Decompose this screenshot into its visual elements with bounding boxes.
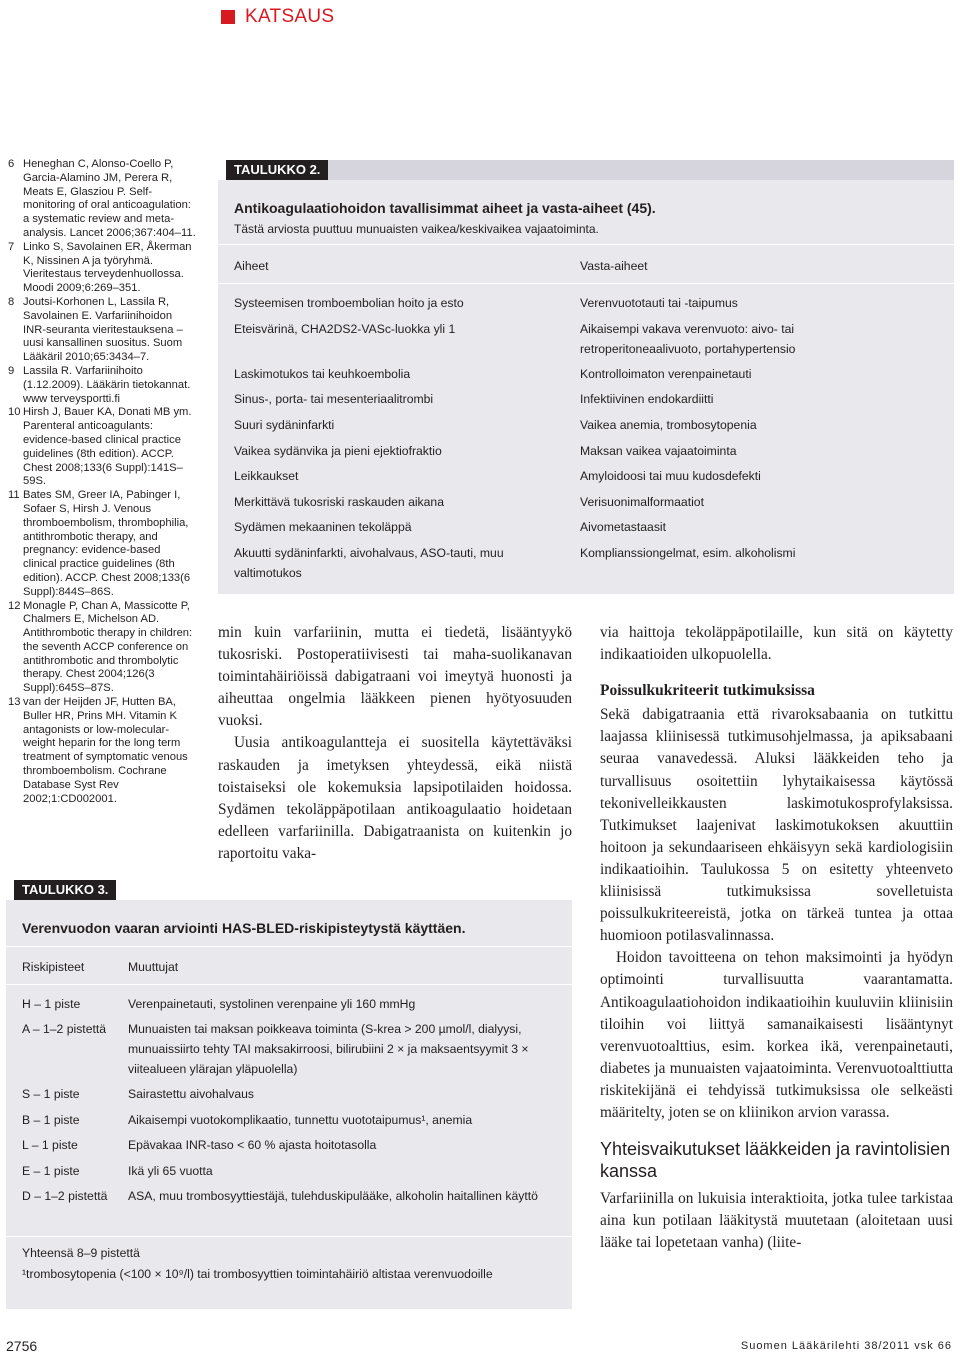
journal-name: Suomen Lääkärilehti 38/2011 vsk 66 [740, 1340, 952, 1352]
middle-paragraph-2: Uusia antikoagulantteja ei suositella käytettäväksi raskauden ja imetyksen yhteydessä, eikä niistä toistaiseksi ole kokemuksia lapsipotilaiden hoidossa. Sydämen tekoläppäpotilaan antikoagulaatio hoidetaan edelleen varfariinilla. Dabigatraanista on kuitenkin jo raportoitu vaka- [218, 734, 572, 862]
reference-number: 7 [8, 240, 15, 253]
right-paragraph-2: Hoidon tavoitteena on tehon maksimointi ja hyödyn optimointi turvallisuutta vaarantamatta. Antikoagulaatiohoidon indikaatioihin kuuluviin kliinisiin tiloihin voi liittyä samanaikaisesti lisääntynyt verenvuotoalttius, esim. korkea ikä, verenpainetauti, diabetes ja munuaisten vajaatoiminta. Verenvuotoalttiutta riskitekijänä ei tehdyissä tutkimuksissa ole selkeästi määritelty, joten se on kliinikon arvion varassa. [600, 949, 953, 1121]
table-3-variable-cell: Munuaisten tai maksan poikkeava toiminta (S-krea > 200 µmol/l, dialyysi, munuaissiirto tehty TAI maksakirroosi, bilirubiini 2 × ja maksaentsyymit 3 × viitealueen ylärajan yläpuolella) [128, 1022, 529, 1076]
table-2-vasta-aihe-cell: Amyloidoosi tai muu kudosdefekti [580, 469, 761, 483]
table-3-variable-cell: Ikä yli 65 vuotta [128, 1164, 213, 1178]
table-2-divider [218, 244, 954, 245]
table-2-aihe-cell: Merkittävä tukosriski raskauden aikana [234, 495, 444, 509]
reference-number: 9 [8, 364, 15, 377]
table-3-variable-cell: Epävakaa INR-taso < 60 % ajasta hoitotasolla [128, 1138, 377, 1152]
middle-column-text [218, 622, 572, 865]
reference-number: 13 [8, 696, 21, 709]
reference-number: 8 [8, 295, 15, 308]
right-paragraph-1: Sekä dabigatraania että rivaroksabaania on tutkittu laajassa kliinisessä tutkimusohjelmassa, ja apiksabaani seuraa vanavedessä. Aluksi lääkkeiden teho ja turvallisuus osoitettiin lyhytaikaisessa käytössä tekonivelleikkausten laskimotukosprofylaksissa. Tutkimukset laajenivat laskimotukoksen akuuttiin hoitoon ja sekundaariseen ehkäisyyn sekä kardiologisiin indikaatioihin. Taulukossa 5 on esitetty yhteenveto kliinisissä tutkimuksissa sovelletuista poissulkukriteereistä, jotka on tärkeä tuntea ja ottaa huomioon potilasvalinnassa. [600, 706, 953, 945]
table-2-vasta-aihe-cell: Komplianssiongelmat, esim. alkoholismi [580, 546, 796, 560]
table-3-risk-cell: E – 1 piste [22, 1164, 80, 1178]
table-2-header-divider [218, 283, 954, 284]
table-3-variable-cell: ASA, muu trombosyyttiestäjä, tulehduskipulääke, alkoholin haitallinen käyttö [128, 1189, 538, 1203]
table-3-risk-cell: A – 1–2 pistettä [22, 1022, 107, 1036]
page-number: 2756 [6, 1338, 38, 1354]
table-2-vasta-aihe-cell: Aikaisempi vakava verenvuoto: aivo- tai retroperitoneaalivuoto, portahypertensio [580, 322, 796, 356]
table-3-risk-cell: S – 1 piste [22, 1087, 80, 1101]
subheading-poissulkukriteerit: Poissulkukriteerit tutkimuksissa [600, 682, 815, 700]
table-3-footnote: ¹trombosytopenia (<100 × 10⁹/l) tai trombosyyttien toimintahäiriö altistaa verenvuodoille [22, 1267, 493, 1281]
reference-item [8, 365, 196, 406]
table-2-aihe-cell: Akuutti sydäninfarkti, aivohalvaus, ASO-tauti, muu valtimotukos [234, 546, 504, 580]
reference-number: 11 [8, 489, 20, 502]
middle-paragraph-1: min kuin varfariinin, mutta ei tiedetä, lisääntyykö tukosriski. Postoperatiivisesti tai maha-suolikanavan toimintahäiriöissä dabigatraani voi imeytyä huonosti ja aiheuttaa ongelmia lääkkeen pienen hyötyosuuden vuoksi. [218, 624, 572, 730]
table-3-total-divider [6, 1236, 572, 1237]
section-header [221, 6, 334, 28]
table-3-header-riskipisteet: Riskipisteet [22, 960, 85, 974]
reference-list [8, 158, 196, 806]
table-3-risk-cell: D – 1–2 pistettä [22, 1189, 108, 1203]
reference-text: Lassila R. Varfariinihoito (1.12.2009). Lääkärin tietokannat. www terveysportti.fi [23, 364, 191, 405]
reference-item [8, 696, 196, 806]
table-2-vasta-aihe-cell: Maksan vaikea vajaatoiminta [580, 444, 737, 458]
reference-item [8, 296, 196, 365]
right-paragraph-3: Varfariinilla on lukuisia interaktioita, jotka tulee tarkistaa aina kun potilaan lääkitystä muutetaan (aloitetaan uusi lääke tai lopetetaan vanha) (liite- [600, 1190, 953, 1252]
reference-item [8, 158, 196, 241]
table-2-vasta-aihe-cell: Kontrolloimaton verenpainetauti [580, 367, 752, 381]
right-column-text [600, 622, 953, 1254]
table-2-vasta-aihe-cell: Infektiivinen endokardiitti [580, 392, 714, 406]
section-title: KATSAUS [245, 6, 335, 27]
table-2-label-bar [316, 160, 954, 180]
table-2-header-aiheet: Aiheet [234, 259, 269, 273]
reference-item [8, 241, 196, 296]
table-3-header-divider [6, 984, 572, 985]
reference-text: Joutsi-Korhonen L, Lassila R, Savolainen E. Varfariinihoidon INR-seuranta vieritestauksena – uusi kansallinen suositus. Suom Lääkäril 2010;65:3434–7. [23, 295, 183, 364]
table-2-aihe-cell: Sydämen mekaaninen tekoläppä [234, 520, 412, 534]
table-2-aihe-cell: Leikkaukset [234, 469, 299, 483]
reference-text: Heneghan C, Alonso-Coello P, Garcia-Alamino JM, Perera R, Meats E, Glasziou P. Self-monitoring of oral anticoagulation: a systematic review and meta-analysis. Lancet 2006;367:404–11. [23, 158, 196, 239]
right-paragraph-0: via haittoja tekoläppäpotilaille, kun sitä on käytetty indikaatioiden ulkopuolella. [600, 624, 953, 664]
table-2-vasta-aihe-cell: Verisuonimalformaatiot [580, 495, 704, 509]
table-2-header-vasta-aiheet: Vasta-aiheet [580, 259, 648, 273]
table-2-aihe-cell: Suuri sydäninfarkti [234, 418, 335, 432]
reference-number: 12 [8, 599, 21, 612]
reference-text: Hirsh J, Bauer KA, Donati MB ym. Parenteral anticoagulants: evidence-based clinical practice guidelines (8th edition). ACCP. Chest 2008;133(6 Suppl):141S–59S. [23, 406, 192, 488]
table-3-risk-cell: H – 1 piste [22, 997, 81, 1011]
reference-text: Bates SM, Greer IA, Pabinger I, Sofaer S, Hirsh J. Venous thromboembolism, thrombophilia, antithrombotic therapy, and pregnancy: evidence-based clinical practice guidelines (8th edition). ACCP. Chest 2008;133(6 Suppl):844S–86S. [23, 489, 191, 598]
red-square-icon [221, 10, 235, 24]
table-3-variable-cell: Sairastettu aivohalvaus [128, 1087, 255, 1101]
table-3-risk-cell: B – 1 piste [22, 1113, 80, 1127]
reference-number: 10 [8, 406, 21, 419]
reference-item [8, 406, 196, 489]
table-3-total: Yhteensä 8–9 pistettä [22, 1246, 140, 1260]
reference-text: Monagle P, Chan A, Massicotte P, Chalmers E, Michelson AD. Antithrombotic therapy in children: the seventh ACCP conference on antithrombotic and thrombolytic therapy. Chest 2004;126(3 Suppl):645S–87S. [23, 599, 193, 695]
table-2-title: Antikoagulaatiohoidon tavallisimmat aiheet ja vasta-aiheet (45). [234, 200, 656, 216]
reference-item [8, 600, 196, 697]
table-2-aihe-cell: Eteisvärinä, CHA2DS2-VASc-luokka yli 1 [234, 322, 456, 336]
table-3-variable-cell: Verenpainetauti, systolinen verenpaine yli 160 mmHg [128, 997, 416, 1011]
table-2-vasta-aihe-cell: Verenvuototauti tai -taipumus [580, 296, 738, 310]
table-2-aihe-cell: Sinus-, porta- tai mesenteriaalitrombi [234, 392, 434, 406]
table-2-label: TAULUKKO 2. [226, 160, 328, 180]
table-3-variable-cell: Aikaisempi vuotokomplikaatio, tunnettu vuototaipumus¹, anemia [128, 1113, 473, 1127]
table-3-label: TAULUKKO 3. [14, 880, 116, 900]
table-2-vasta-aihe-cell: Aivometastaasit [580, 520, 667, 534]
reference-text: Linko S, Savolainen ER, Åkerman K, Nissinen A ja työryhmä. Vieritestaus terveydenhuollossa. Moodi 2009;6:269–351. [23, 240, 192, 295]
table-3-divider [6, 946, 572, 947]
reference-item [8, 489, 196, 599]
table-2-subtitle: Tästä arviosta puuttuu munuaisten vaikea/keskivaikea vajaatoiminta. [234, 222, 599, 236]
reference-number: 6 [8, 158, 15, 170]
reference-text: van der Heijden JF, Hutten BA, Buller HR, Prins MH. Vitamin K antagonists or low-molecular-weight heparin for the long term treatment of symptomatic venous thromboembolism. Cochrane Database Syst Rev 2002;1:CD002001. [23, 696, 188, 805]
table-2-aihe-cell: Vaikea sydänvika ja pieni ejektiofraktio [234, 444, 442, 458]
table-3-title: Verenvuodon vaaran arviointi HAS-BLED-riskipisteytystä käyttäen. [22, 920, 466, 936]
table-2-vasta-aihe-cell: Vaikea anemia, trombosytopenia [580, 418, 757, 432]
table-3-risk-cell: L – 1 piste [22, 1138, 78, 1152]
table-2-aihe-cell: Systeemisen tromboembolian hoito ja esto [234, 296, 464, 310]
table-3-header-muuttujat: Muuttujat [128, 960, 179, 974]
section-heading-yhteisvaikutukset: Yhteisvaikutukset lääkkeiden ja ravintolisien kanssa [600, 1139, 951, 1182]
table-2-aihe-cell: Laskimotukos tai keuhkoembolia [234, 367, 411, 381]
